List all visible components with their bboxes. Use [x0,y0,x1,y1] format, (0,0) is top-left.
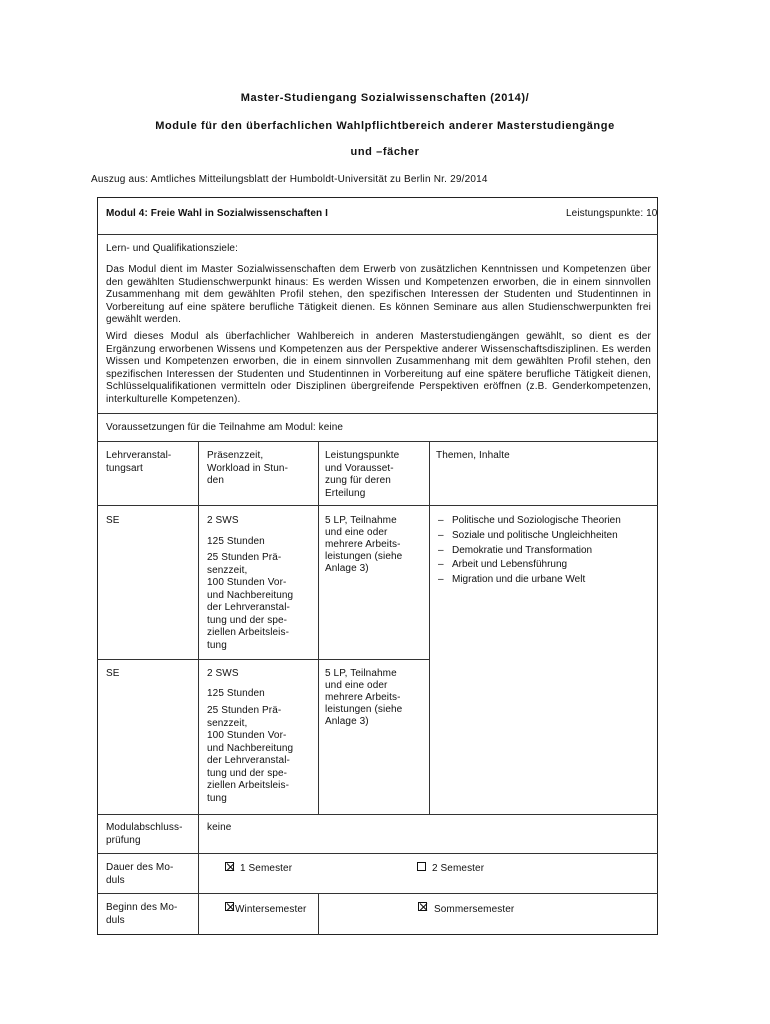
divider-row-1 [97,659,429,660]
column-header-workload: Präsenzzeit, Workload in Stun- den [207,450,288,486]
checkbox-icon-duration-1-semester[interactable] [225,862,234,871]
prerequisites-text: Voraussetzungen für die Teilnahme am Modul: keine [106,422,344,433]
exam-label: Modulabschluss- prüfung [106,822,183,846]
duration-option-1: 1 Semester [240,863,293,874]
topic-item: – Arbeit und Lebensführung [438,558,621,573]
row-2-workload-detail: 25 Stunden Prä- senzzeit, 100 Stunden Vor- und Nachbereitung der Lehrveranstal- tung und der spe- ziellen Arbeitsleis- tung [207,705,294,804]
topic-item: – Migration und die urbane Welt [438,573,621,588]
topic-item: – Politische und Soziologische Theorien [438,514,621,529]
column-divider-2-bottom [318,893,319,935]
column-divider-2 [318,441,319,814]
document-title-line-1: Master-Studiengang Sozialwissenschaften (2014)/ [240,92,530,104]
checkbox-icon-duration-2-semester[interactable] [417,862,426,871]
row-1-hours: 125 Stunden [207,536,265,547]
goals-paragraph-2: Wird dieses Modul als überfachlicher Wahlbereich in anderen Masterstudiengängen gewählt, so dient es der Ergänzung erworbenen Wissens und Kompetenzen aus der Perspektive anderer Wissenschaftsdisziplinen. Es werden Wissen und Kompetenzen erworben, die in einem sinnvollen Zusammenhang mit dem gewählten Profil stehen, den spezifischen Interessen der Studenten und Studentinnen in Vorbereitung auf eine spätere berufliche Tätigkeit dienen, Schlüsselqualifikationen vermitteln oder Disziplinen übergreifende Perspektiven eröffnen (z.B. Genderkompetenzen, interkulturelle Kompetenzen). [106,331,651,405]
topics-list [438,514,621,588]
row-1-credits: 5 LP, Teilnahme und eine oder mehrere Arbeits- leistungen (siehe Anlage 3) [325,515,403,574]
module-name: Modul 4: Freie Wahl in Sozialwissenschaften I [106,208,328,219]
divider-exam [97,853,658,854]
goals-label: Lern- und Qualifikationsziele: [106,243,238,254]
column-divider-1 [198,441,199,935]
topic-item: – Demokratie und Transformation [438,544,621,559]
duration-label: Dauer des Mo- duls [106,862,174,886]
row-1-workload-detail: 25 Stunden Prä- senzzeit, 100 Stunden Vor- und Nachbereitung der Lehrveranstal- tung und der spe- ziellen Arbeitsleis- tung [207,552,294,651]
divider-goals [97,413,658,414]
divider-duration [97,893,658,894]
duration-option-2: 2 Semester [432,863,485,874]
start-option-2: Sommersemester [434,904,515,915]
row-2-hours: 125 Stunden [207,688,265,699]
row-1-course-type: SE [106,515,120,526]
row-1-sws: 2 SWS [207,515,239,526]
checkbox-icon-start-wintersemester[interactable] [225,902,234,911]
topic-item: – Soziale und politische Ungleichheiten [438,529,621,544]
exam-value: keine [207,822,232,833]
start-option-1: Wintersemester [235,904,307,915]
column-header-credits: Leistungspunkte und Vorausset- zung für deren Erteilung [325,450,400,499]
row-2-course-type: SE [106,668,120,679]
column-header-topics: Themen, Inhalte [436,450,510,461]
checkbox-icon-start-sommersemester[interactable] [418,902,427,911]
divider-row-2 [97,814,658,815]
document-title-line-2: Module für den überfachlichen Wahlpflichtbereich anderer Masterstudiengänge [155,120,615,132]
divider-header [97,234,658,235]
divider-table-header [97,505,658,506]
document-title-line-3: und –fächer [350,146,420,158]
row-2-credits: 5 LP, Teilnahme und eine oder mehrere Arbeits- leistungen (siehe Anlage 3) [325,668,403,727]
source-excerpt-note: Auszug aus: Amtliches Mitteilungsblatt der Humboldt-Universität zu Berlin Nr. 29/2014 [91,174,488,185]
column-divider-3 [429,441,430,814]
module-credits: Leistungspunkte: 10 [566,208,658,219]
divider-prerequisites [97,441,658,442]
goals-paragraph-1: Das Modul dient im Master Sozialwissenschaften dem Erwerb von zusätzlichen Kenntnissen und Kompetenzen über den gewählten Studienschwerpunkt hinaus: Es werden Wissen und Kompetenzen erworben, die in einem sinnvollen Zusammenhang mit dem gewählten Profil stehen, den spezifischen Interessen der Studenten und Studentinnen in Vorbereitung auf eine spätere berufliche Tätigkeit dienen. Es können Seminare aus allen Studienschwerpunkten frei gewählt werden. [106,264,651,326]
row-2-sws: 2 SWS [207,668,239,679]
column-header-course-type: Lehrveranstal- tungsart [106,450,172,474]
start-label: Beginn des Mo- duls [106,902,178,926]
